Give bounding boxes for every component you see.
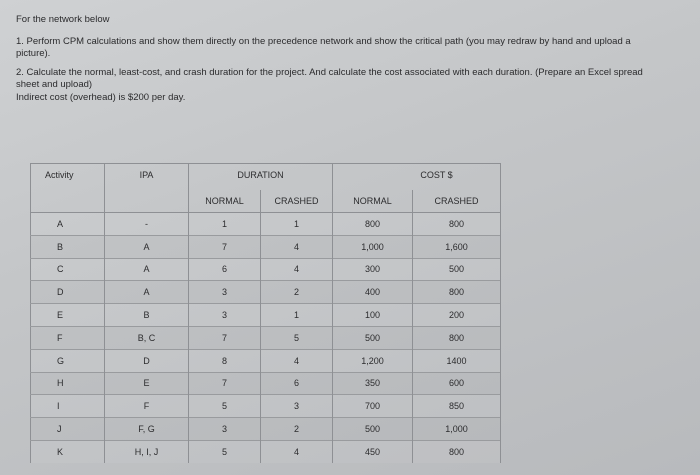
activity-cell: E xyxy=(31,304,105,327)
cost-normal-cell: 1,200 xyxy=(333,349,413,372)
ipa-cell: H, I, J xyxy=(105,440,189,462)
cost-crashed-cell: 600 xyxy=(413,372,501,395)
ipa-cell: A xyxy=(105,235,189,258)
activity-cell: I xyxy=(31,395,105,418)
duration-crashed-cell: 4 xyxy=(261,258,333,281)
duration-normal-cell: 7 xyxy=(189,235,261,258)
table-row xyxy=(31,326,501,349)
cost-crashed-cell: 800 xyxy=(413,281,501,304)
header-activity: Activity xyxy=(31,164,105,191)
cost-normal-cell: 450 xyxy=(333,440,413,462)
cost-crashed-cell: 1400 xyxy=(413,349,501,372)
cost-crashed-cell: 200 xyxy=(413,304,501,327)
duration-crashed-cell: 5 xyxy=(261,326,333,349)
cost-crashed-cell: 850 xyxy=(413,395,501,418)
activity-cell: J xyxy=(31,418,105,441)
duration-normal-cell: 7 xyxy=(189,372,261,395)
activity-cell: B xyxy=(31,235,105,258)
duration-crashed-cell: 4 xyxy=(261,349,333,372)
activity-cell: A xyxy=(31,213,105,236)
duration-crashed-cell: 1 xyxy=(261,213,333,236)
duration-normal-cell: 3 xyxy=(189,418,261,441)
duration-normal-cell: 3 xyxy=(189,281,261,304)
header-ipa: IPA xyxy=(105,164,189,191)
cost-normal-cell: 400 xyxy=(333,281,413,304)
table-body xyxy=(31,213,501,463)
cost-normal-cell: 1,000 xyxy=(333,235,413,258)
heading: For the network below xyxy=(16,14,110,25)
table-row xyxy=(31,440,501,462)
ipa-cell: A xyxy=(105,258,189,281)
cost-crashed-cell: 800 xyxy=(413,326,501,349)
cost-crashed-cell: 800 xyxy=(413,213,501,236)
ipa-cell: B xyxy=(105,304,189,327)
duration-normal-cell: 8 xyxy=(189,349,261,372)
header-ipa-blank xyxy=(105,190,189,213)
duration-normal-cell: 6 xyxy=(189,258,261,281)
cost-normal-cell: 800 xyxy=(333,213,413,236)
activity-cell: D xyxy=(31,281,105,304)
table-row xyxy=(31,281,501,304)
activity-cell: K xyxy=(31,440,105,462)
cost-crashed-cell: 1,600 xyxy=(413,235,501,258)
ipa-cell: D xyxy=(105,349,189,372)
table-row xyxy=(31,213,501,236)
header-cost: COST $ xyxy=(333,164,501,191)
header-activity-blank xyxy=(31,190,105,213)
duration-crashed-cell: 2 xyxy=(261,418,333,441)
cost-crashed-cell: 1,000 xyxy=(413,418,501,441)
cost-crashed-cell: 500 xyxy=(413,258,501,281)
duration-crashed-cell: 1 xyxy=(261,304,333,327)
activity-table xyxy=(30,163,500,475)
duration-crashed-cell: 4 xyxy=(261,235,333,258)
duration-normal-cell: 5 xyxy=(189,440,261,462)
cost-normal-cell: 350 xyxy=(333,372,413,395)
cost-normal-cell: 500 xyxy=(333,418,413,441)
duration-crashed-cell: 3 xyxy=(261,395,333,418)
duration-crashed-cell: 2 xyxy=(261,281,333,304)
activity-cell: G xyxy=(31,349,105,372)
ipa-cell: - xyxy=(105,213,189,236)
activity-cell: C xyxy=(31,258,105,281)
duration-normal-cell: 1 xyxy=(189,213,261,236)
question-2: 2. Calculate the normal, least-cost, and crash duration for the project. And calculate the cost associated with each duration. (Prepare an Excel spread sheet and upload) xyxy=(16,66,643,90)
header-cost-normal: NORMAL xyxy=(333,190,413,213)
duration-crashed-cell: 6 xyxy=(261,372,333,395)
duration-crashed-cell: 4 xyxy=(261,440,333,462)
table-row xyxy=(31,304,501,327)
activity-cell: H xyxy=(31,372,105,395)
header-duration: DURATION xyxy=(189,164,333,191)
ipa-cell: F xyxy=(105,395,189,418)
table-row xyxy=(31,395,501,418)
cost-normal-cell: 500 xyxy=(333,326,413,349)
instructions xyxy=(16,14,656,104)
cost-normal-cell: 300 xyxy=(333,258,413,281)
header-duration-crashed: CRASHED xyxy=(261,190,333,213)
cost-normal-cell: 100 xyxy=(333,304,413,327)
table-row xyxy=(31,235,501,258)
cost-crashed-cell: 800 xyxy=(413,440,501,462)
duration-normal-cell: 7 xyxy=(189,326,261,349)
ipa-cell: E xyxy=(105,372,189,395)
header-cost-crashed: CRASHED xyxy=(413,190,501,213)
cost-normal-cell: 700 xyxy=(333,395,413,418)
ipa-cell: F, G xyxy=(105,418,189,441)
table-row xyxy=(31,418,501,441)
indirect-cost-note: Indirect cost (overhead) is $200 per day. xyxy=(16,91,186,103)
activity-cell: F xyxy=(31,326,105,349)
duration-normal-cell: 5 xyxy=(189,395,261,418)
header-duration-normal: NORMAL xyxy=(189,190,261,213)
ipa-cell: A xyxy=(105,281,189,304)
duration-normal-cell: 3 xyxy=(189,304,261,327)
ipa-cell: B, C xyxy=(105,326,189,349)
question-1: 1. Perform CPM calculations and show them directly on the precedence network and show the critical path (you may redraw by hand and upload a picture). xyxy=(16,35,631,59)
table-row xyxy=(31,258,501,281)
table-row xyxy=(31,372,501,395)
table-row xyxy=(31,349,501,372)
